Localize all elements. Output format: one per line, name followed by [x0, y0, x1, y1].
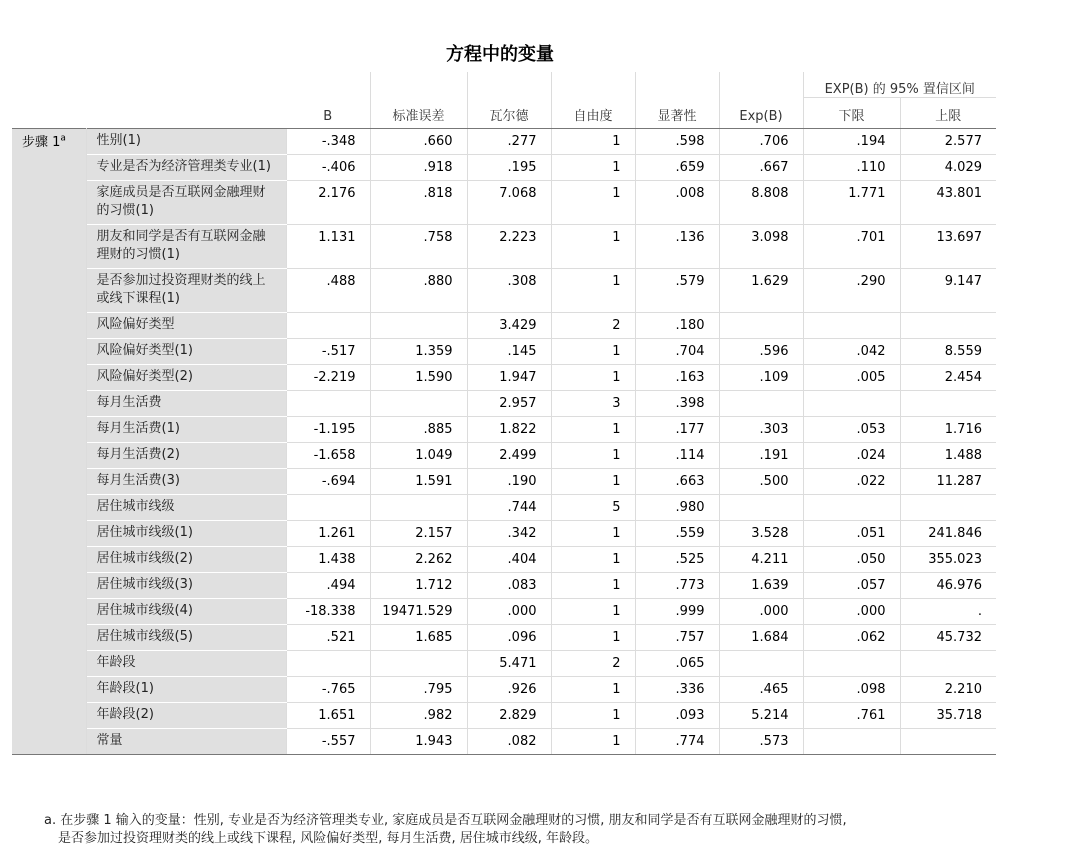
cell-df: 1: [551, 729, 635, 755]
cell-upper: 2.210: [900, 677, 996, 703]
cell-df: 1: [551, 625, 635, 651]
cell-df: 1: [551, 365, 635, 391]
cell-exp: .706: [719, 129, 803, 155]
cell-wald: 2.499: [467, 443, 551, 469]
cell-wald: .195: [467, 155, 551, 181]
cell-se: .880: [370, 269, 467, 313]
cell-lower: .024: [803, 443, 900, 469]
cell-lower: .062: [803, 625, 900, 651]
cell-lower: [803, 495, 900, 521]
cell-b: 1.131: [286, 225, 370, 269]
cell-sig: .598: [635, 129, 719, 155]
cell-exp: .667: [719, 155, 803, 181]
cell-upper: 43.801: [900, 181, 996, 225]
variable-label: 朋友和同学是否有互联网金融理财的习惯(1): [86, 225, 286, 269]
cell-se: 2.262: [370, 547, 467, 573]
cell-wald: .096: [467, 625, 551, 651]
cell-b: [286, 495, 370, 521]
table-row: [12, 129, 996, 155]
cell-se: 1.359: [370, 339, 467, 365]
table-row: [12, 313, 996, 339]
cell-lower: .194: [803, 129, 900, 155]
table-row: [12, 417, 996, 443]
variable-label: 每月生活费(1): [86, 417, 286, 443]
cell-sig: .065: [635, 651, 719, 677]
col-header-exp: Exp(B): [719, 98, 803, 129]
cell-upper: 355.023: [900, 547, 996, 573]
cell-wald: .083: [467, 573, 551, 599]
variable-label: 专业是否为经济管理类专业(1): [86, 155, 286, 181]
cell-b: -.765: [286, 677, 370, 703]
variable-label: 年龄段(1): [86, 677, 286, 703]
cell-upper: 4.029: [900, 155, 996, 181]
table-row: [12, 651, 996, 677]
cell-lower: [803, 729, 900, 755]
cell-df: 1: [551, 547, 635, 573]
cell-sig: .999: [635, 599, 719, 625]
table-body: [12, 129, 996, 755]
cell-wald: .744: [467, 495, 551, 521]
table-row: [12, 703, 996, 729]
table-row: [12, 443, 996, 469]
cell-exp: 4.211: [719, 547, 803, 573]
cell-df: 5: [551, 495, 635, 521]
cell-b: -1.658: [286, 443, 370, 469]
cell-lower: .098: [803, 677, 900, 703]
cell-b: -2.219: [286, 365, 370, 391]
variable-label: 居住城市线级(5): [86, 625, 286, 651]
cell-wald: 1.822: [467, 417, 551, 443]
step-footnote-marker: a: [60, 133, 66, 144]
cell-sig: .774: [635, 729, 719, 755]
cell-df: 1: [551, 181, 635, 225]
cell-lower: .022: [803, 469, 900, 495]
cell-upper: 35.718: [900, 703, 996, 729]
cell-lower: 1.771: [803, 181, 900, 225]
cell-df: 1: [551, 225, 635, 269]
cell-upper: 11.287: [900, 469, 996, 495]
cell-upper: 13.697: [900, 225, 996, 269]
cell-upper: 1.488: [900, 443, 996, 469]
cell-lower: .761: [803, 703, 900, 729]
cell-exp: 3.528: [719, 521, 803, 547]
cell-df: 1: [551, 443, 635, 469]
cell-se: 2.157: [370, 521, 467, 547]
cell-sig: .336: [635, 677, 719, 703]
cell-lower: [803, 391, 900, 417]
cell-upper: [900, 391, 996, 417]
variable-label: 是否参加过投资理财类的线上或线下课程(1): [86, 269, 286, 313]
cell-se: 1.685: [370, 625, 467, 651]
variable-label: 常量: [86, 729, 286, 755]
cell-se: 1.049: [370, 443, 467, 469]
cell-upper: 2.577: [900, 129, 996, 155]
cell-sig: .559: [635, 521, 719, 547]
cell-upper: 46.976: [900, 573, 996, 599]
footnote-line-1: a. 在步骤 1 输入的变量：性别, 专业是否为经济管理类专业, 家庭成员是否互联网金融理财的习惯, 朋友和同学是否有互联网金融理财的习惯,: [44, 813, 847, 828]
cell-se: [370, 391, 467, 417]
cell-lower: .701: [803, 225, 900, 269]
cell-upper: [900, 651, 996, 677]
cell-b: -18.338: [286, 599, 370, 625]
cell-sig: .180: [635, 313, 719, 339]
cell-exp: 3.098: [719, 225, 803, 269]
cell-df: 1: [551, 155, 635, 181]
cell-upper: [900, 313, 996, 339]
cell-df: 1: [551, 339, 635, 365]
cell-exp: .596: [719, 339, 803, 365]
table-row: [12, 365, 996, 391]
cell-se: [370, 313, 467, 339]
cell-b: .494: [286, 573, 370, 599]
stub-header: [12, 72, 286, 98]
table-row: [12, 625, 996, 651]
cell-upper: 2.454: [900, 365, 996, 391]
footnote: [44, 812, 847, 848]
cell-b: [286, 651, 370, 677]
variable-label: 风险偏好类型(2): [86, 365, 286, 391]
table-row: [12, 521, 996, 547]
cell-se: 1.591: [370, 469, 467, 495]
cell-exp: [719, 495, 803, 521]
cell-wald: 5.471: [467, 651, 551, 677]
cell-df: 1: [551, 703, 635, 729]
variable-label: 风险偏好类型(1): [86, 339, 286, 365]
cell-se: [370, 495, 467, 521]
cell-se: 19471.529: [370, 599, 467, 625]
cell-b: [286, 313, 370, 339]
cell-b: 1.438: [286, 547, 370, 573]
table-row: [12, 339, 996, 365]
cell-b: .488: [286, 269, 370, 313]
cell-lower: .110: [803, 155, 900, 181]
cell-lower: .042: [803, 339, 900, 365]
step-label: [12, 129, 86, 755]
table-row: [12, 573, 996, 599]
cell-exp: 1.629: [719, 269, 803, 313]
cell-lower: .050: [803, 547, 900, 573]
cell-upper: 45.732: [900, 625, 996, 651]
variable-label: 居住城市线级(3): [86, 573, 286, 599]
cell-sig: .525: [635, 547, 719, 573]
variable-label: 每月生活费: [86, 391, 286, 417]
ci-group-header: EXP(B) 的 95% 置信区间: [803, 72, 996, 98]
cell-exp: 1.639: [719, 573, 803, 599]
cell-df: 1: [551, 469, 635, 495]
cell-df: 3: [551, 391, 635, 417]
variable-label: 居住城市线级(2): [86, 547, 286, 573]
step-label-text: 步骤 1: [22, 135, 61, 150]
cell-lower: .053: [803, 417, 900, 443]
variable-label: 年龄段: [86, 651, 286, 677]
table-row: [12, 181, 996, 225]
cell-wald: .926: [467, 677, 551, 703]
cell-lower: .290: [803, 269, 900, 313]
cell-sig: .177: [635, 417, 719, 443]
table-row: [12, 729, 996, 755]
cell-exp: 1.684: [719, 625, 803, 651]
cell-lower: [803, 313, 900, 339]
col-header-lower: 下限: [803, 98, 900, 129]
cell-sig: .398: [635, 391, 719, 417]
cell-se: .758: [370, 225, 467, 269]
cell-upper: 1.716: [900, 417, 996, 443]
variables-in-equation-table: [12, 72, 996, 755]
cell-exp: [719, 313, 803, 339]
table-row: [12, 495, 996, 521]
cell-b: -.348: [286, 129, 370, 155]
cell-lower: [803, 651, 900, 677]
variable-label: 居住城市线级: [86, 495, 286, 521]
footnote-line-2: 是否参加过投资理财类的线上或线下课程, 风险偏好类型, 每月生活费, 居住城市线级, 年龄段。: [58, 831, 599, 846]
col-header-b: B: [286, 98, 370, 129]
cell-exp: .000: [719, 599, 803, 625]
cell-lower: .051: [803, 521, 900, 547]
cell-se: .795: [370, 677, 467, 703]
col-header-wald: 瓦尔德: [467, 98, 551, 129]
cell-upper: 241.846: [900, 521, 996, 547]
table-row: [12, 269, 996, 313]
col-header-se: 标准误差: [370, 98, 467, 129]
cell-b: .521: [286, 625, 370, 651]
cell-sig: .136: [635, 225, 719, 269]
cell-sig: .093: [635, 703, 719, 729]
cell-exp: .465: [719, 677, 803, 703]
cell-df: 2: [551, 313, 635, 339]
cell-b: -.406: [286, 155, 370, 181]
cell-b: -1.195: [286, 417, 370, 443]
cell-lower: .057: [803, 573, 900, 599]
variable-label: 年龄段(2): [86, 703, 286, 729]
cell-wald: 1.947: [467, 365, 551, 391]
table-row: [12, 225, 996, 269]
cell-sig: .163: [635, 365, 719, 391]
cell-exp: .573: [719, 729, 803, 755]
cell-sig: .773: [635, 573, 719, 599]
col-header-df: 自由度: [551, 98, 635, 129]
cell-b: -.557: [286, 729, 370, 755]
cell-se: 1.943: [370, 729, 467, 755]
variable-label: 每月生活费(3): [86, 469, 286, 495]
col-header-sig: 显著性: [635, 98, 719, 129]
variable-label: 居住城市线级(4): [86, 599, 286, 625]
variable-label: 性别(1): [86, 129, 286, 155]
cell-sig: .579: [635, 269, 719, 313]
cell-exp: 5.214: [719, 703, 803, 729]
cell-exp: 8.808: [719, 181, 803, 225]
variable-label: 每月生活费(2): [86, 443, 286, 469]
table-row: [12, 547, 996, 573]
table-row: [12, 599, 996, 625]
cell-sig: .663: [635, 469, 719, 495]
table-row: [12, 469, 996, 495]
cell-wald: 2.829: [467, 703, 551, 729]
cell-se: .982: [370, 703, 467, 729]
cell-wald: .308: [467, 269, 551, 313]
cell-df: 1: [551, 677, 635, 703]
cell-wald: .082: [467, 729, 551, 755]
cell-wald: .342: [467, 521, 551, 547]
cell-wald: 7.068: [467, 181, 551, 225]
cell-exp: [719, 391, 803, 417]
cell-sig: .008: [635, 181, 719, 225]
cell-lower: .000: [803, 599, 900, 625]
cell-upper: [900, 495, 996, 521]
table-row: [12, 155, 996, 181]
cell-sig: .704: [635, 339, 719, 365]
cell-b: -.694: [286, 469, 370, 495]
cell-wald: .277: [467, 129, 551, 155]
table-row: [12, 391, 996, 417]
cell-sig: .757: [635, 625, 719, 651]
variable-label: 家庭成员是否互联网金融理财的习惯(1): [86, 181, 286, 225]
table-title: 方程中的变量: [446, 44, 554, 65]
cell-wald: 2.223: [467, 225, 551, 269]
cell-sig: .980: [635, 495, 719, 521]
cell-b: -.517: [286, 339, 370, 365]
cell-b: 2.176: [286, 181, 370, 225]
variable-label: 风险偏好类型: [86, 313, 286, 339]
cell-exp: .109: [719, 365, 803, 391]
cell-wald: .404: [467, 547, 551, 573]
cell-df: 1: [551, 599, 635, 625]
cell-exp: .500: [719, 469, 803, 495]
cell-df: 1: [551, 573, 635, 599]
cell-b: [286, 391, 370, 417]
cell-df: 1: [551, 521, 635, 547]
cell-sig: .114: [635, 443, 719, 469]
cell-wald: .000: [467, 599, 551, 625]
cell-b: 1.261: [286, 521, 370, 547]
cell-wald: .190: [467, 469, 551, 495]
cell-upper: 8.559: [900, 339, 996, 365]
cell-se: 1.712: [370, 573, 467, 599]
cell-df: 2: [551, 651, 635, 677]
cell-se: .818: [370, 181, 467, 225]
cell-df: 1: [551, 417, 635, 443]
cell-upper: .: [900, 599, 996, 625]
cell-wald: 3.429: [467, 313, 551, 339]
cell-exp: .191: [719, 443, 803, 469]
cell-lower: .005: [803, 365, 900, 391]
cell-df: 1: [551, 269, 635, 313]
cell-exp: .303: [719, 417, 803, 443]
table-row: [12, 677, 996, 703]
cell-se: .885: [370, 417, 467, 443]
cell-upper: 9.147: [900, 269, 996, 313]
cell-exp: [719, 651, 803, 677]
cell-upper: [900, 729, 996, 755]
variable-label: 居住城市线级(1): [86, 521, 286, 547]
cell-se: 1.590: [370, 365, 467, 391]
cell-wald: 2.957: [467, 391, 551, 417]
col-header-upper: 上限: [900, 98, 996, 129]
cell-b: 1.651: [286, 703, 370, 729]
cell-se: [370, 651, 467, 677]
cell-wald: .145: [467, 339, 551, 365]
cell-se: .918: [370, 155, 467, 181]
cell-sig: .659: [635, 155, 719, 181]
cell-se: .660: [370, 129, 467, 155]
cell-df: 1: [551, 129, 635, 155]
